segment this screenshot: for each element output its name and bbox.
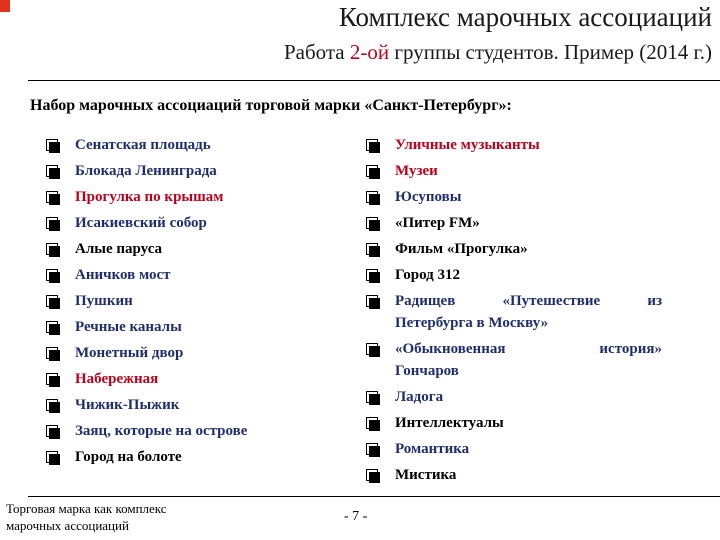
list-item-label-continued: Петербурга в Москву» [395, 315, 549, 331]
list-item-label: Аничков мост [75, 267, 171, 283]
checkbox-bullet-icon [46, 451, 58, 463]
checkbox-bullet-icon [366, 217, 378, 229]
list-item-label: Радищев «Путешествие из [395, 293, 662, 309]
list-item [46, 186, 346, 208]
list-item [366, 386, 662, 408]
checkbox-bullet-icon [46, 399, 58, 411]
checkbox-bullet-icon [366, 139, 378, 151]
list-item-label: Романтика [395, 441, 470, 457]
slide-subtitle [284, 40, 712, 65]
list-item [46, 420, 346, 442]
list-item [366, 186, 662, 208]
footer-caption [6, 500, 167, 534]
checkbox-bullet-icon [46, 139, 58, 151]
checkbox-bullet-icon [46, 425, 58, 437]
page-number: - 7 - [344, 509, 368, 524]
list-item [46, 446, 346, 468]
list-item-label: Алые паруса [75, 241, 163, 257]
checkbox-bullet-icon [46, 269, 58, 281]
checkbox-bullet-icon [366, 469, 378, 481]
list-item [366, 290, 662, 334]
list-item-label-continued: Гончаров [395, 363, 459, 379]
list-item-label: Фильм «Прогулка» [395, 241, 528, 257]
bottom-divider [28, 496, 720, 497]
association-list-right [366, 134, 662, 490]
checkbox-bullet-icon [46, 373, 58, 385]
list-item-label: Чижик-Пыжик [75, 397, 180, 413]
list-item-label: Речные каналы [75, 319, 182, 335]
list-item-label: Прогулка по крышам [75, 189, 224, 205]
checkbox-bullet-icon [46, 217, 58, 229]
checkbox-bullet-icon [366, 269, 378, 281]
list-item-label: Монетный двор [75, 345, 184, 361]
list-item [366, 412, 662, 434]
list-item-label: Интеллектуалы [395, 415, 504, 431]
list-item [46, 316, 346, 338]
list-item [366, 212, 662, 234]
footer-caption-line-2: марочных ассоциаций [6, 518, 129, 533]
checkbox-bullet-icon [366, 165, 378, 177]
list-item [46, 160, 346, 182]
checkbox-bullet-icon [366, 243, 378, 255]
list-item-label: «Обыкновенная история» [395, 341, 662, 357]
footer-caption-line-1: Торговая марка как комплекс [6, 501, 167, 516]
checkbox-bullet-icon [46, 165, 58, 177]
checkbox-bullet-icon [366, 417, 378, 429]
list-item-label: Музеи [395, 163, 438, 179]
top-divider [28, 80, 720, 81]
list-item-label: Сенатская площадь [75, 137, 211, 153]
checkbox-bullet-icon [366, 443, 378, 455]
list-item-label: Блокада Ленинграда [75, 163, 217, 179]
list-item [46, 368, 346, 390]
subtitle-suffix: группы студентов. Пример (2014 г.) [389, 40, 712, 64]
checkbox-bullet-icon [366, 295, 378, 307]
list-item-label: Пушкин [75, 293, 133, 309]
subtitle-group-number: 2-ой [349, 40, 390, 64]
list-heading: Набор марочных ассоциаций торговой марки «Санкт-Петербург»: [30, 97, 512, 114]
list-item [366, 338, 662, 382]
checkbox-bullet-icon [46, 295, 58, 307]
list-item-label: Мистика [395, 467, 457, 483]
list-item-label: Город 312 [395, 267, 460, 283]
checkbox-bullet-icon [366, 191, 378, 203]
checkbox-bullet-icon [46, 321, 58, 333]
list-item-label: Ладога [395, 389, 444, 405]
list-item [366, 160, 662, 182]
list-item [46, 134, 346, 156]
list-item [46, 290, 346, 312]
list-item-label: Город на болоте [75, 449, 182, 465]
list-item-label: Заяц, которые на острове [75, 423, 248, 439]
list-item [366, 464, 662, 486]
checkbox-bullet-icon [366, 343, 378, 355]
association-list-left [46, 134, 346, 472]
list-item [46, 394, 346, 416]
list-item [366, 438, 662, 460]
list-item-label: Исакиевский собор [75, 215, 207, 231]
list-item-label: Набережная [75, 371, 159, 387]
list-item [46, 342, 346, 364]
list-item [366, 264, 662, 286]
list-item [366, 238, 662, 260]
list-item-label: Юсуповы [395, 189, 462, 205]
list-item-label: Уличные музыканты [395, 137, 540, 153]
list-item [46, 212, 346, 234]
checkbox-bullet-icon [46, 191, 58, 203]
corner-accent [0, 0, 10, 12]
checkbox-bullet-icon [46, 243, 58, 255]
slide-title: Комплекс марочных ассоциаций [338, 2, 712, 32]
list-item [46, 238, 346, 260]
checkbox-bullet-icon [366, 391, 378, 403]
list-item [366, 134, 662, 156]
list-item-label: «Питер FM» [395, 215, 480, 231]
subtitle-prefix: Работа [283, 40, 350, 64]
list-item [46, 264, 346, 286]
checkbox-bullet-icon [46, 347, 58, 359]
